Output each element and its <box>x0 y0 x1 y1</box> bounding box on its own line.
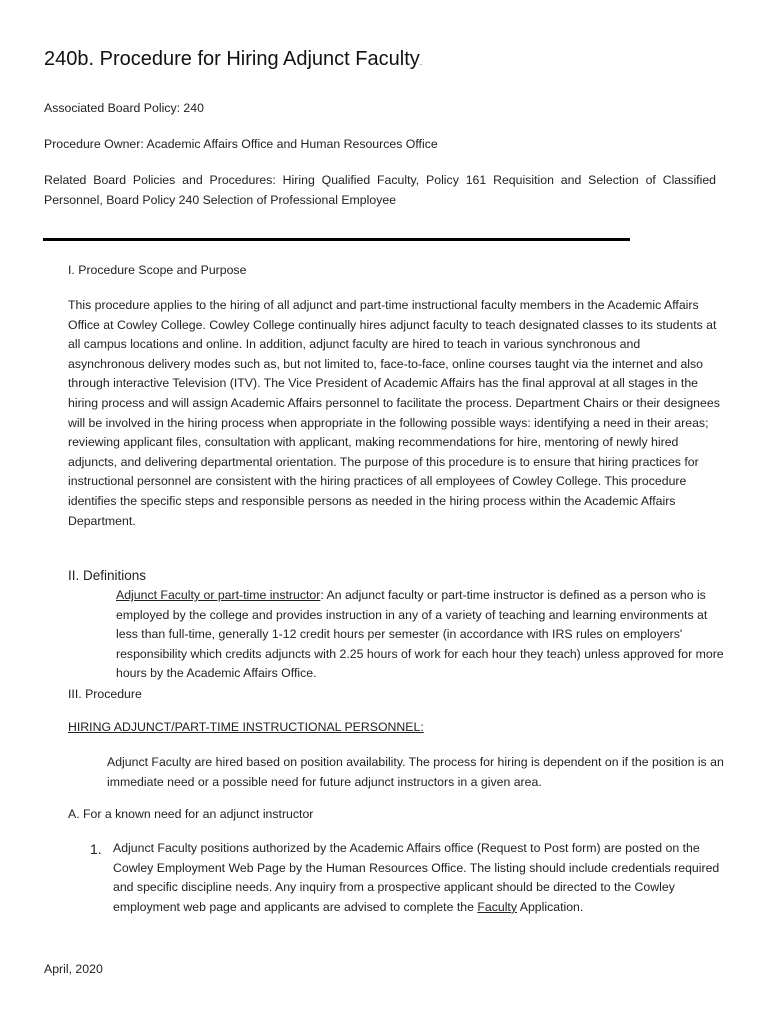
section-1-heading: I. Procedure Scope and Purpose <box>68 263 247 277</box>
list-item-1-end: Application. <box>517 899 584 914</box>
related-policies: Related Board Policies and Procedures: Hiring Qualified Faculty, Policy 161 Requisition and Selection of Classified Personnel, Board Policy 240 Selection of Professional Employee <box>44 173 716 207</box>
faculty-application-link[interactable]: Faculty <box>477 899 517 914</box>
definition-text: : An adjunct faculty or part-time instructor is defined as a person who is employed by the college and provides instruction in any of a variety of teaching and learning environments at less than full-time, generally 1-12 credit hours per semester (in accordance with IRS rules on employers' responsibility which credits adjuncts with 2.25 hours of work for each hour they teach) unless approved for more hours by the Academic Affairs Office. <box>116 588 724 681</box>
hiring-intro: Adjunct Faculty are hired based on position availability. The process for hiring is dependent on if the position is an immediate need or a possible need for future adjunct instructors in a given area. <box>107 755 724 789</box>
hiring-subheading: HIRING ADJUNCT/PART-TIME INSTRUCTIONAL PERSONNEL: <box>68 720 424 734</box>
list-item-a: A. For a known need for an adjunct instructor <box>68 807 314 821</box>
title-text: 240b. Procedure for Hiring Adjunct Faculty <box>44 48 420 70</box>
list-number-1: 1. <box>90 841 102 857</box>
horizontal-rule <box>43 238 630 241</box>
footer-date: April, 2020 <box>44 962 103 976</box>
list-item-1 <box>113 839 721 917</box>
procedure-owner: Procedure Owner: Academic Affairs Office and Human Resources Office <box>44 137 438 151</box>
section-2-heading: II. Definitions <box>68 568 147 583</box>
section-1-body: This procedure applies to the hiring of all adjunct and part-time instructional faculty members in the Academic Affairs Office at Cowley College. Cowley College continually hires adjunct faculty to teach designated classes to its students at all campus locations and online. In addition, adjunct faculty are hired to teach in various synchronous and asynchronous delivery modes such as, but not limited to, face-to-face, online courses taught via the internet and also through interactive Television (ITV). The Vice President of Academic Affairs has the final approval at all stages in the hiring process and will assign Academic Affairs personnel to facilitate the process. Department Chairs or their designees will be involved in the hiring process when appropriate in the following possible ways: identifying a need in their areas; reviewing applicant files, consultation with applicant, making recommendations for hire, mentoring of newly hired adjuncts, and delivering departmental orientation. The purpose of this procedure is to ensure that hiring practices for instructional personnel are consistent with the hiring practices of all employees of Cowley College. This procedure identifies the specific steps and responsible persons as needed in the hiring process within the Academic Affairs Department. <box>68 298 720 528</box>
section-3-heading: III. Procedure <box>68 687 142 701</box>
page-title <box>44 48 422 71</box>
associated-board-policy: Associated Board Policy: 240 <box>44 101 204 115</box>
title-mark: . <box>419 58 422 67</box>
definition-term: Adjunct Faculty or part-time instructor <box>116 588 321 602</box>
list-item-1-text: Adjunct Faculty positions authorized by the Academic Affairs office (Request to Post form) are posted on the Cowley Employment Web Page by the Human Resources Office. The listing should include credentials required and specific discipline needs. Any inquiry from a prospective applicant should be directed to the Cowley employment web page and applicants are advised to complete the <box>113 841 720 914</box>
definition-paragraph <box>116 586 728 684</box>
